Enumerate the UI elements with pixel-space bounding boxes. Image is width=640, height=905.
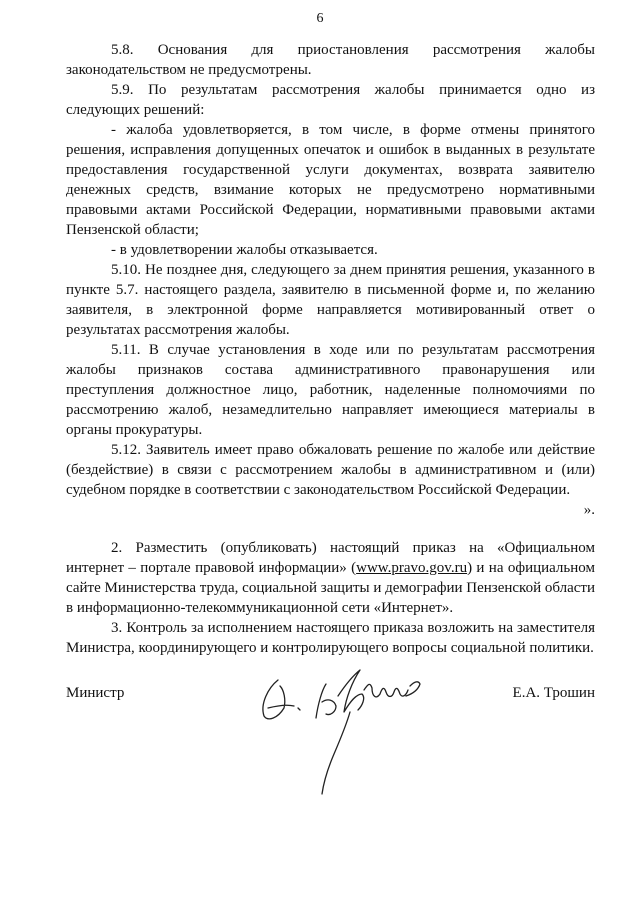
order-item-2-text-end: ) и на официальном сайте Министерства труда, социальной защиты и демографии Пензенской области в информационно-телекоммуникационной сети «Интернет». xyxy=(66,560,595,616)
handwritten-signature xyxy=(242,660,422,810)
order-item-2 xyxy=(66,538,595,618)
clause-5-8-line-2: законодательством не предусмотрены. xyxy=(66,62,312,78)
signature-dot xyxy=(298,708,300,710)
clause-5-11: 5.11. В случае установления в ходе или по результатам рассмотрения жалобы признаков состава административного правонарушения или преступления должностное лицо, работник, наделенные полномочиями по рассмотрению жалоб, незамедлительно направляет имеющиеся материалы в органы прокуратуры. xyxy=(66,342,595,438)
paragraph-gap xyxy=(66,520,595,538)
page-number: 6 xyxy=(316,11,324,26)
clause-5-9-option-refused: - в удовлетворении жалобы отказывается. xyxy=(111,242,378,258)
order-item-3: 3. Контроль за исполнением настоящего приказа возложить на заместителя Министра, координирующего и контролирующего вопросы социальной политики. xyxy=(66,620,595,656)
clause-5-9: 5.9. По результатам рассмотрения жалобы принимается одно из следующих решений: xyxy=(66,82,595,118)
clause-5-8-line-1: 5.8. Основания для приостановления рассмотрения жалобы xyxy=(111,42,595,58)
order-item-2-text-start: 2. Разместить (опубликовать) настоящий приказ на «Официальном интернет – портале правовой информации» ( xyxy=(66,540,595,576)
signature-initial-stroke xyxy=(263,680,294,719)
clause-5-10: 5.10. Не позднее дня, следующего за днем принятия решения, указанного в пункте 5.7. настоящего раздела, заявителю в письменной форме и, по желанию заявителя, в электронной форме направляется мотивированный ответ о результатах рассмотрения жалобы. xyxy=(66,262,595,338)
pravo-gov-link[interactable]: www.pravo.gov.ru xyxy=(356,560,468,576)
closing-quote: ». xyxy=(583,502,595,518)
signatory-title: Министр xyxy=(66,685,125,701)
document-body xyxy=(66,40,595,658)
clause-5-12: 5.12. Заявитель имеет право обжаловать решение по жалобе или действие (бездействие) в связи с рассмотрением жалобы в административном и (или) судебном порядке в соответствии с законодательством Российской Федерации. xyxy=(66,442,595,498)
clause-5-9-option-satisfied: - жалоба удовлетворяется, в том числе, в форме отмены принятого решения, исправления допущенных опечаток и ошибок в выданных в результате предоставления государственной услуги документах, возврата заявителю денежных средств, взимание которых не предусмотрено нормативными правовыми актами Российской Федерации, нормативными правовыми актами Пензенской области; xyxy=(66,122,595,238)
signatory-name: Е.А. Трошин xyxy=(512,685,595,701)
signature-body-stroke xyxy=(316,670,420,794)
signature-block xyxy=(66,660,595,810)
